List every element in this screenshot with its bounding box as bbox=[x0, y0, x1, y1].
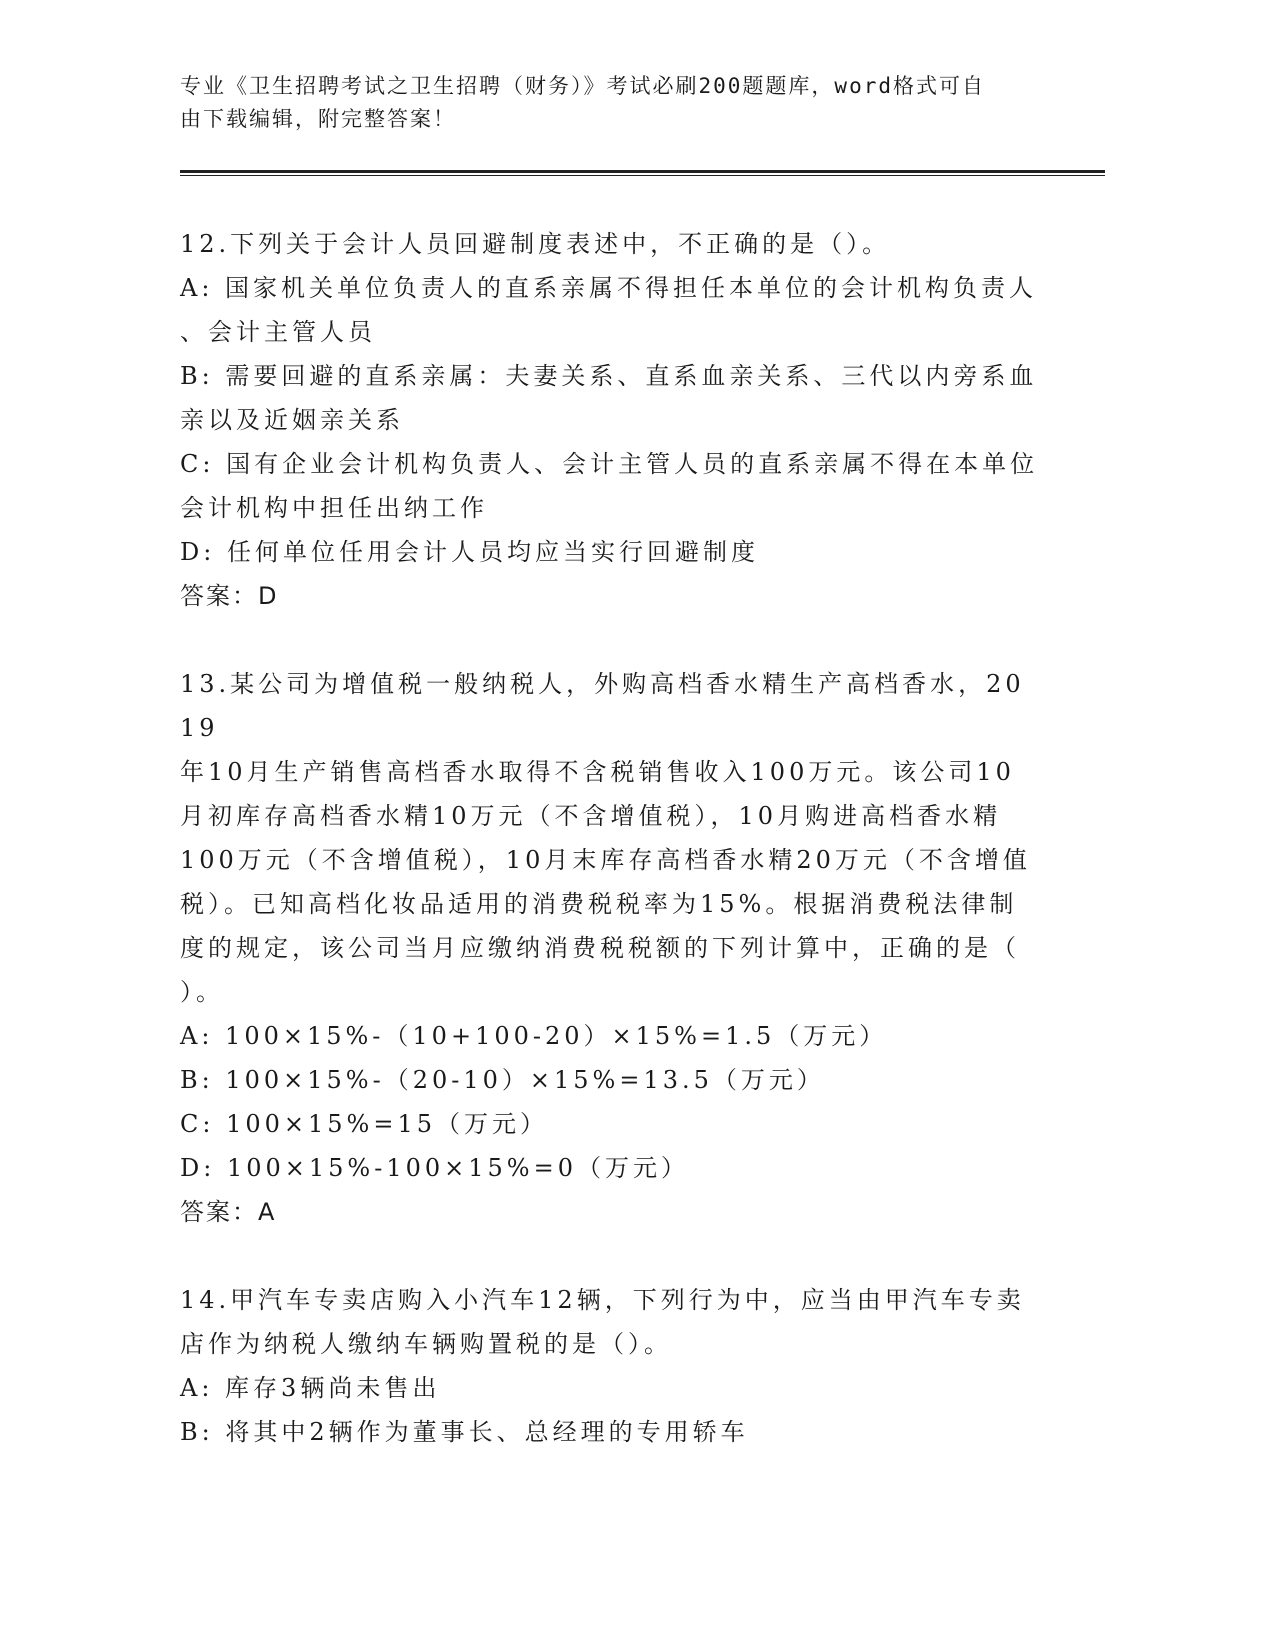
question-text-line: 店作为纳税人缴纳车辆购置税的是（）。 bbox=[180, 1330, 672, 1358]
option-c bbox=[180, 442, 1040, 530]
option-line: B: 100×15%-（20-10）×15%=13.5（万元） bbox=[180, 1066, 825, 1094]
question-text-line: 14.甲汽车专卖店购入小汽车12辆，下列行为中，应当由甲汽车专卖 bbox=[180, 1286, 1025, 1314]
option-a bbox=[180, 1014, 1040, 1058]
document-header bbox=[180, 70, 1040, 136]
answer-line: 答案：A bbox=[180, 1198, 277, 1226]
question-12 bbox=[180, 222, 1040, 618]
option-line: C: 100×15%=15（万元） bbox=[180, 1110, 548, 1138]
option-line: 会计机构中担任出纳工作 bbox=[180, 494, 488, 522]
option-line: C: 国有企业会计机构负责人、会计主管人员的直系亲属不得在本单位 bbox=[180, 450, 1039, 478]
header-line-2: 由下载编辑，附完整答案！ bbox=[180, 107, 456, 131]
option-line: B: 将其中2辆作为董事长、总经理的专用轿车 bbox=[180, 1418, 749, 1446]
question-text-line: 12.下列关于会计人员回避制度表述中，不正确的是（）。 bbox=[180, 230, 891, 258]
question-text-line: 13.某公司为增值税一般纳税人，外购高档香水精生产高档香水，2019 bbox=[180, 670, 1025, 742]
question-13 bbox=[180, 662, 1040, 1234]
header-line-1: 专业《卫生招聘考试之卫生招聘（财务）》考试必刷200题题库，word格式可自 bbox=[180, 74, 985, 98]
option-line: D: 100×15%-100×15%=0（万元） bbox=[180, 1154, 689, 1182]
option-line: 亲以及近姻亲关系 bbox=[180, 406, 404, 434]
option-a bbox=[180, 1366, 1040, 1410]
question-text-line: ）。 bbox=[180, 978, 224, 1006]
option-line: 、会计主管人员 bbox=[180, 318, 376, 346]
option-line: A: 国家机关单位负责人的直系亲属不得担任本单位的会计机构负责人 bbox=[180, 274, 1038, 302]
question-text-line: 月初库存高档香水精10万元（不含增值税），10月购进高档香水精 bbox=[180, 802, 1002, 830]
question-text-line: 度的规定，该公司当月应缴纳消费税税额的下列计算中，正确的是（ bbox=[180, 934, 1020, 962]
question-list bbox=[180, 222, 1040, 1498]
answer-line: 答案：D bbox=[180, 582, 279, 610]
option-b bbox=[180, 1410, 1040, 1454]
header-divider bbox=[180, 170, 1105, 176]
question-text-line: 100万元（不含增值税），10月末库存高档香水精20万元（不含增值 bbox=[180, 846, 1031, 874]
question-14 bbox=[180, 1278, 1040, 1454]
question-text-line: 税）。已知高档化妆品适用的消费税税率为15%。根据消费税法律制 bbox=[180, 890, 1018, 918]
option-b bbox=[180, 354, 1040, 442]
option-d bbox=[180, 1146, 1040, 1190]
question-text-line: 年10月生产销售高档香水取得不含税销售收入100万元。该公司10 bbox=[180, 758, 1015, 786]
option-c bbox=[180, 1102, 1040, 1146]
option-a bbox=[180, 266, 1040, 354]
option-d bbox=[180, 530, 1040, 574]
option-line: A: 库存3辆尚未售出 bbox=[180, 1374, 441, 1402]
option-line: B: 需要回避的直系亲属：夫妻关系、直系血亲关系、三代以内旁系血 bbox=[180, 362, 1038, 390]
option-line: A: 100×15%-（10+100-20）×15%=1.5（万元） bbox=[180, 1022, 888, 1050]
option-b bbox=[180, 1058, 1040, 1102]
option-line: D: 任何单位任用会计人员均应当实行回避制度 bbox=[180, 538, 759, 566]
